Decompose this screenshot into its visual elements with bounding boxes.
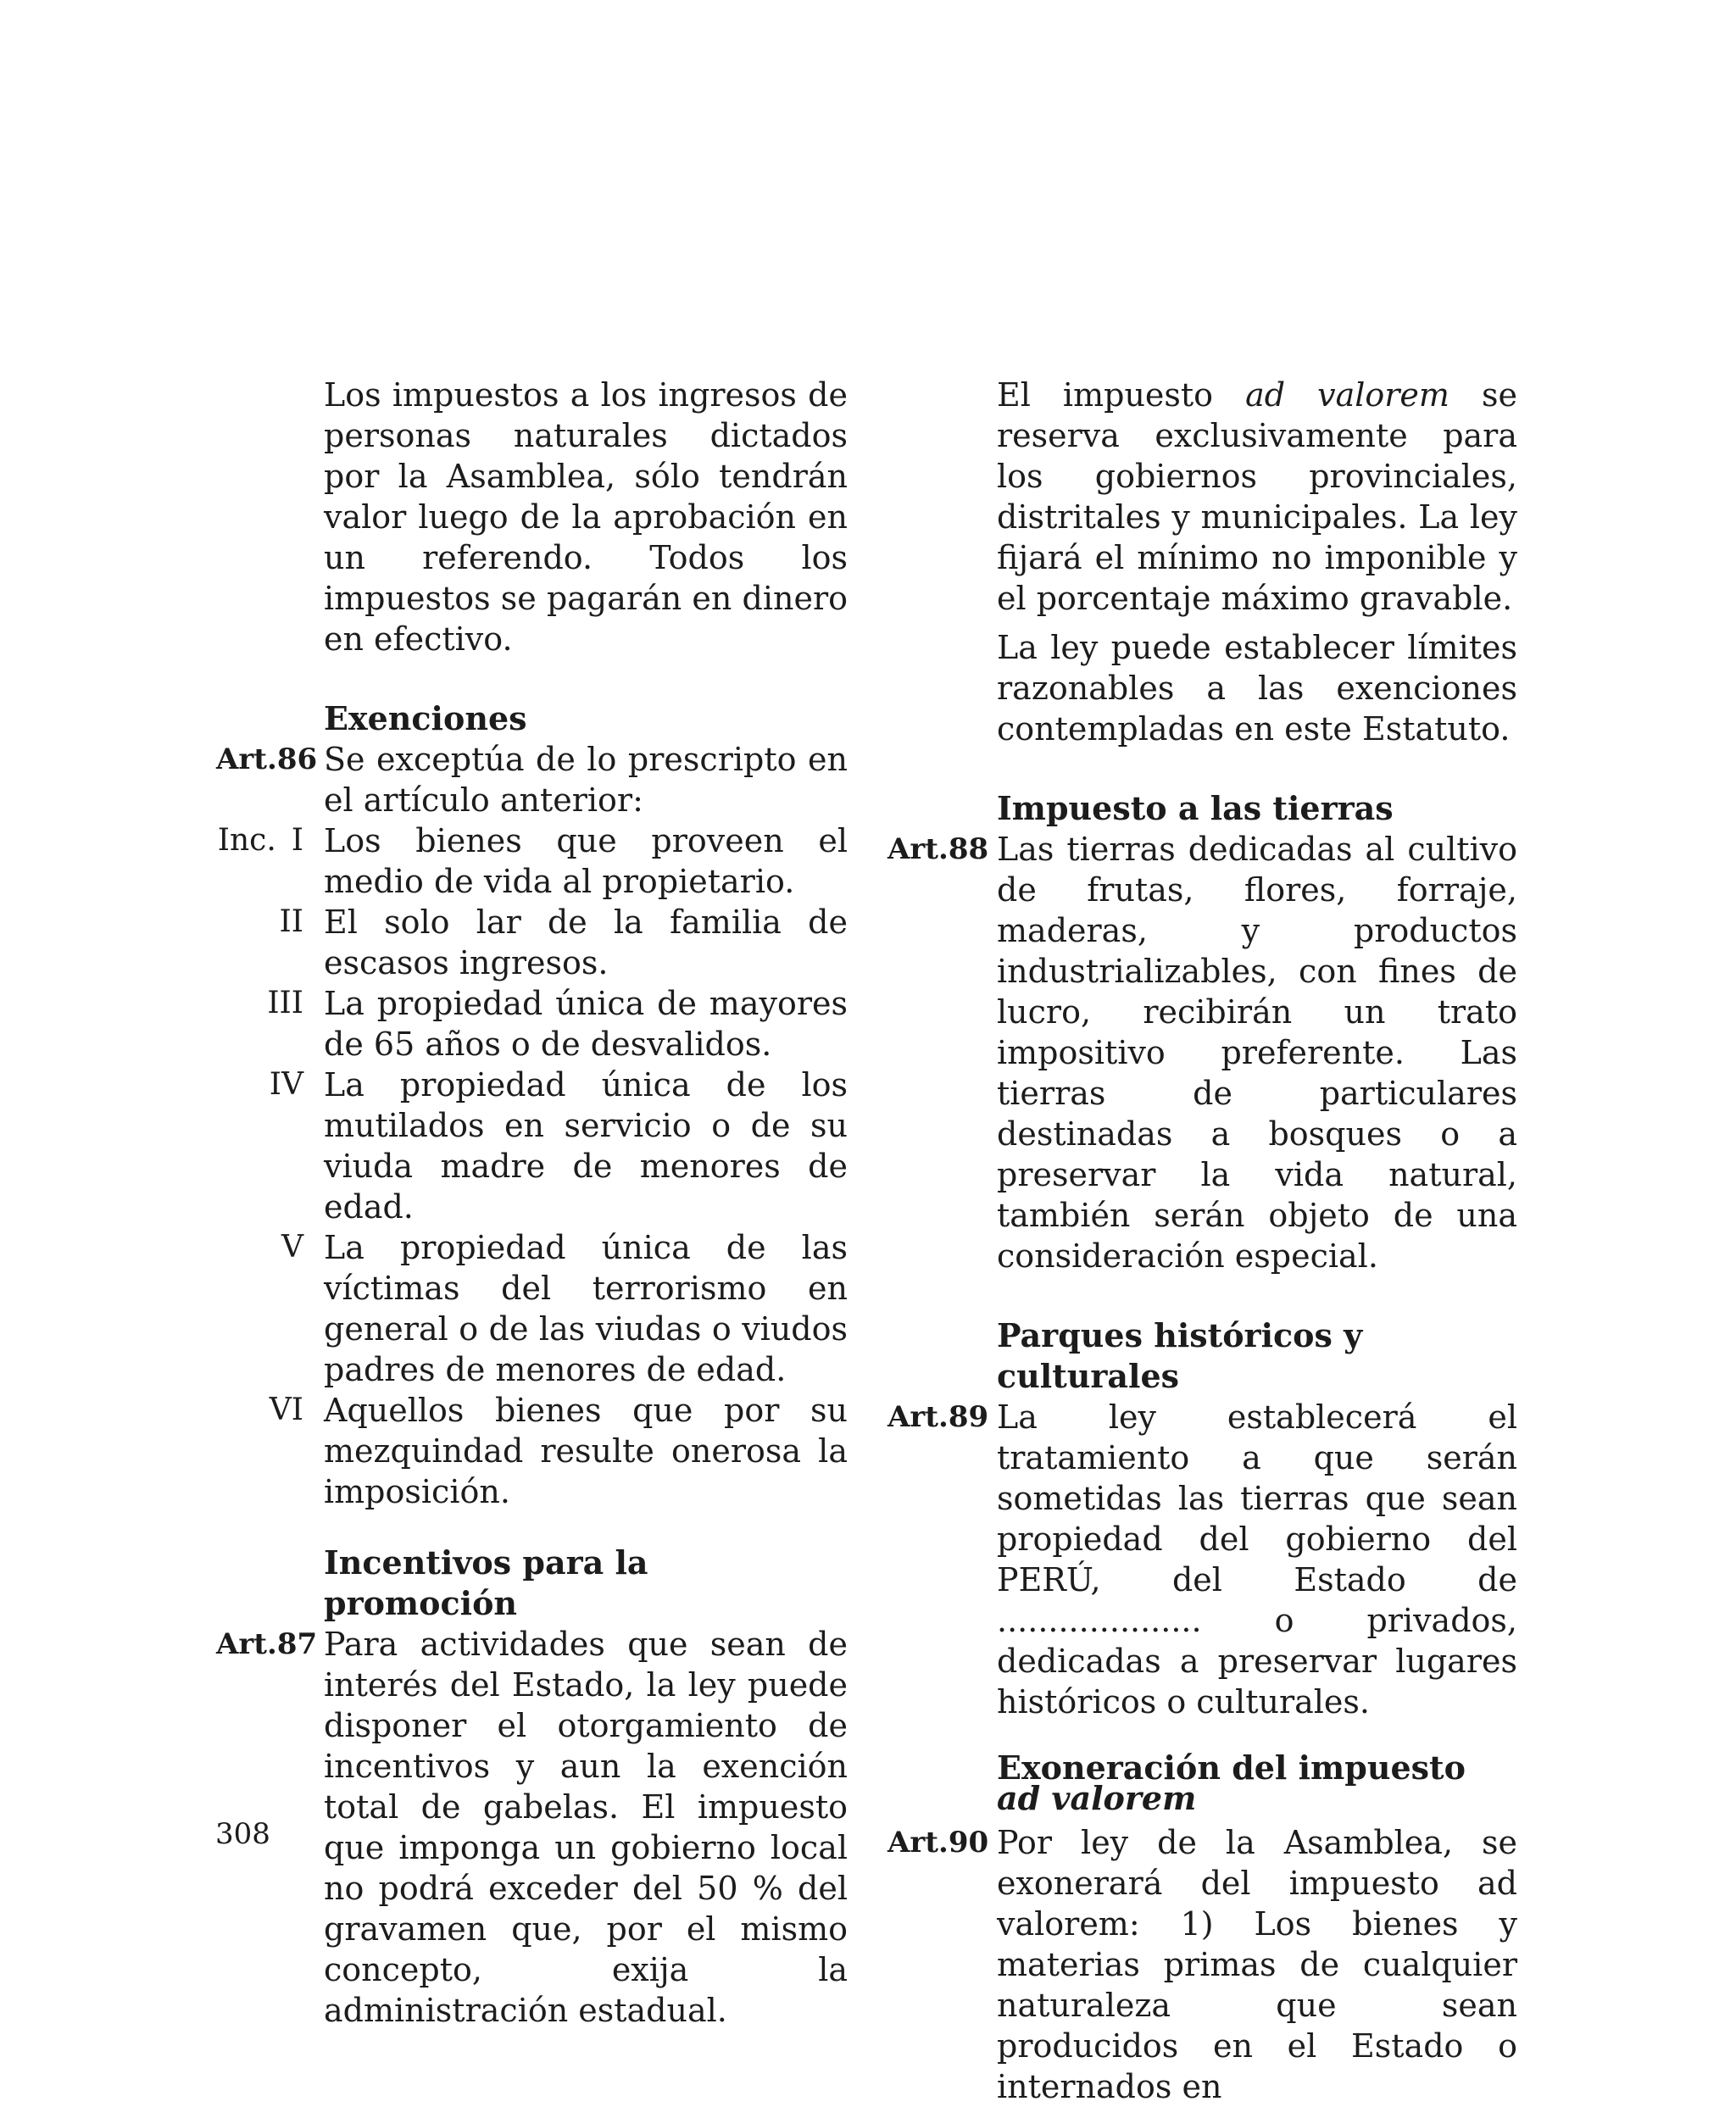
- right-column: [865, 375, 1517, 2107]
- article-label: Art.88: [887, 832, 989, 866]
- article-label: Art.87: [216, 1627, 318, 1661]
- article-88: [865, 829, 1517, 1276]
- article-90: [865, 1822, 1517, 2107]
- ad-valorem-paragraph: [997, 375, 1517, 619]
- tierras-section: [865, 788, 1517, 829]
- intro-paragraph: Los impuestos a los ingresos de personas naturales dictados por la Asamblea, sólo tendrán valor luego de la aprobación en un referendo. Todos los impuestos se pagarán en dinero en efectivo.: [324, 376, 848, 658]
- article-label: Art.89: [887, 1400, 989, 1434]
- exoneracion-heading-italic: ad valorem: [997, 1779, 1197, 1817]
- inciso-text: Aquellos bienes que por su mezquindad resulte onerosa la imposición.: [324, 1392, 848, 1510]
- ad-valorem-paragraph-block: [865, 375, 1517, 619]
- left-column: [195, 375, 848, 2031]
- inciso-text: La propiedad única de los mutilados en servicio o de su viuda madre de menores de edad.: [324, 1066, 848, 1226]
- inciso-text: La propiedad única de las víctimas del terrorismo en general o de las viudas o viudos padres de menores de edad.: [324, 1229, 848, 1388]
- inciso-numeral: VI: [269, 1393, 303, 1427]
- inciso-text: La propiedad única de mayores de 65 años o de desvalidos.: [324, 985, 848, 1063]
- article-87: [195, 1624, 848, 2031]
- article-89-text: La ley establecerá el tratamiento a que serán sometidas las tierras que sean propiedad del gobierno del PERÚ, del Estado de .................... o privados, dedicadas a preservar lugares históricos o culturales.: [997, 1398, 1517, 1721]
- article-90-text: Por ley de la Asamblea, se exonerará del impuesto ad valorem: 1) Los bienes y materias primas de cualquier naturaleza que sean producidos en el Estado o internados en: [997, 1824, 1517, 2105]
- intro-paragraph-block: [195, 375, 848, 659]
- page-number: 308: [215, 1817, 270, 1851]
- exenciones-section: [195, 698, 848, 739]
- inciso-numeral: III: [267, 986, 303, 1020]
- inciso-numeral-text: I: [291, 823, 303, 858]
- section-heading-exoneracion: [997, 1748, 1517, 1817]
- inciso-numeral: [195, 820, 303, 861]
- article-87-text: Para actividades que sean de interés del Estado, la ley puede disponer el otorgamiento de incentivos y aun la exención total de gabelas. El impuesto que imponga un gobierno local no podrá exceder del 50 % del gravamen que, por el mismo concepto, exija la administración estadual.: [324, 1626, 848, 2029]
- limits-paragraph: La ley puede establecer límites razonables a las exenciones contempladas en este Estatuto.: [997, 629, 1517, 748]
- exoneracion-heading-plain: Exoneración del impuesto: [997, 1748, 1466, 1787]
- inciso-text: Los bienes que proveen el medio de vida al propietario.: [324, 822, 848, 900]
- inciso-item: [195, 1065, 848, 1227]
- inciso-item: [195, 902, 848, 983]
- incentivos-section: [195, 1543, 848, 1624]
- article-86: [195, 739, 848, 820]
- inciso-item: [195, 1227, 848, 1390]
- inciso-item: [195, 983, 848, 1065]
- parques-section: [865, 1315, 1517, 1397]
- section-heading-tierras: Impuesto a las tierras: [997, 789, 1394, 827]
- inciso-numeral: IV: [269, 1067, 303, 1102]
- inciso-numeral: V: [281, 1230, 303, 1265]
- section-heading-parques: Parques históricos y culturales: [997, 1316, 1363, 1395]
- section-heading-incentivos: Incentivos para la promoción: [324, 1543, 648, 1622]
- ad-valorem-text-before: El impuesto: [997, 376, 1246, 414]
- ad-valorem-italic: ad valorem: [1245, 376, 1449, 414]
- article-89: [865, 1397, 1517, 1722]
- inciso-item: [195, 1390, 848, 1512]
- inciso-item: [195, 820, 848, 902]
- inciso-prefix: Inc.: [217, 823, 276, 858]
- article-label: Art.90: [887, 1826, 989, 1860]
- section-heading-exenciones: Exenciones: [324, 699, 527, 737]
- article-86-text: Se exceptúa de lo prescripto en el artículo anterior:: [324, 741, 848, 819]
- ad-valorem-text-after: se reserva exclusivamente para los gobiernos provinciales, distritales y municipales. La ley fijará el mínimo no imponible y el porcentaje máximo gravable.: [997, 376, 1517, 617]
- inciso-numeral: II: [279, 904, 303, 939]
- exoneracion-section: [865, 1748, 1517, 1817]
- limits-paragraph-block: [865, 627, 1517, 749]
- inciso-text: El solo lar de la familia de escasos ingresos.: [324, 903, 848, 981]
- article-88-text: Las tierras dedicadas al cultivo de frutas, flores, forraje, maderas, y productos industrializables, con fines de lucro, recibirán un trato impositivo preferente. Las tierras de particulares destinadas a bosques o a preservar la vida natural, también serán objeto de una consideración especial.: [997, 831, 1517, 1275]
- article-label: Art.86: [216, 742, 318, 776]
